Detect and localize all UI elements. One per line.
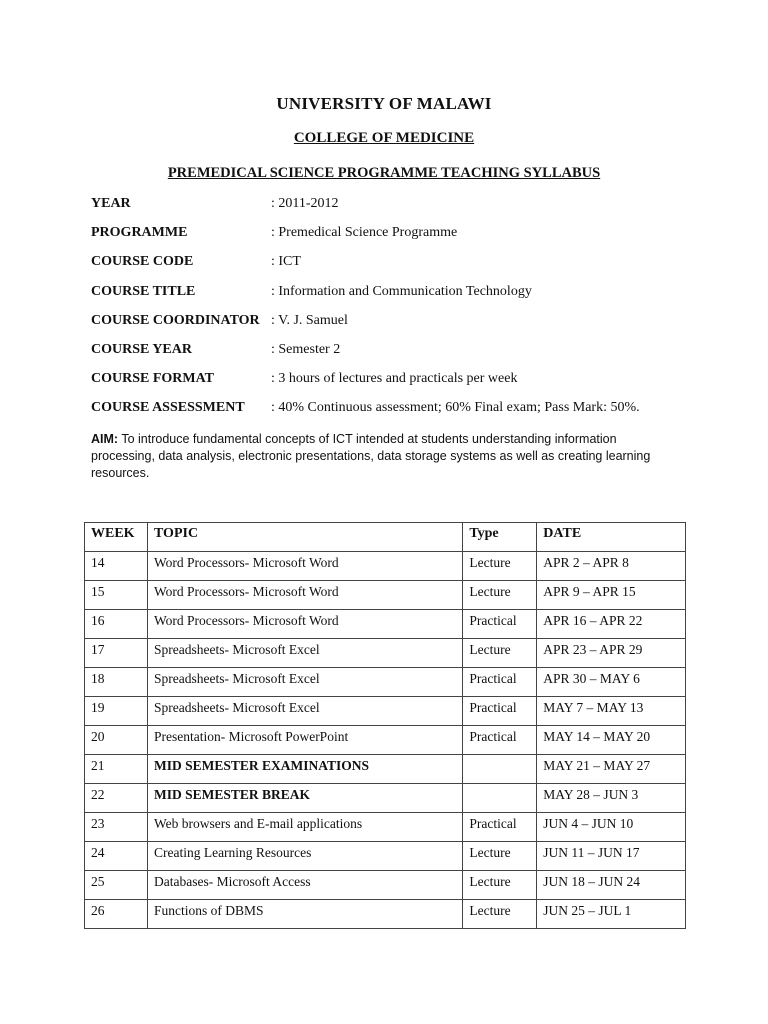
cell-type (463, 755, 537, 784)
cell-week: 17 (85, 639, 148, 668)
info-label: COURSE FORMAT (91, 371, 215, 387)
info-value: : 3 hours of lectures and practicals per week (271, 371, 518, 387)
cell-type: Lecture (463, 871, 537, 900)
cell-week: 14 (85, 552, 148, 581)
aim-paragraph (91, 431, 671, 482)
cell-topic: MID SEMESTER EXAMINATIONS (147, 755, 462, 784)
aim-text: To introduce fundamental concepts of ICT intended at students understanding information processing, data analysis, electronic presentations, data storage systems as well as creating learning resources. (91, 432, 651, 480)
cell-type: Lecture (463, 581, 537, 610)
table-row (85, 755, 686, 784)
table-row (85, 697, 686, 726)
cell-date: APR 2 – APR 8 (537, 552, 686, 581)
header-topic: TOPIC (147, 523, 462, 552)
cell-type: Practical (463, 668, 537, 697)
cell-date: APR 16 – APR 22 (537, 610, 686, 639)
cell-week: 25 (85, 871, 148, 900)
table-row (85, 813, 686, 842)
table-row (85, 842, 686, 871)
cell-date: APR 30 – MAY 6 (537, 668, 686, 697)
cell-type: Practical (463, 697, 537, 726)
table-row (85, 610, 686, 639)
cell-date: APR 9 – APR 15 (537, 581, 686, 610)
info-value: : 40% Continuous assessment; 60% Final exam; Pass Mark: 50%. (271, 400, 640, 416)
cell-date: JUN 18 – JUN 24 (537, 871, 686, 900)
schedule-table (84, 522, 686, 929)
cell-type: Lecture (463, 842, 537, 871)
cell-topic: Word Processors- Microsoft Word (147, 552, 462, 581)
cell-date: MAY 21 – MAY 27 (537, 755, 686, 784)
cell-date: APR 23 – APR 29 (537, 639, 686, 668)
cell-date: JUN 4 – JUN 10 (537, 813, 686, 842)
table-row (85, 726, 686, 755)
info-label: COURSE YEAR (91, 341, 192, 357)
table-row (85, 900, 686, 929)
table-header-row (85, 523, 686, 552)
cell-week: 23 (85, 813, 148, 842)
cell-type: Lecture (463, 552, 537, 581)
info-label: PROGRAMME (91, 225, 188, 241)
cell-topic: Presentation- Microsoft PowerPoint (147, 726, 462, 755)
header-type: Type (463, 523, 537, 552)
cell-type: Lecture (463, 900, 537, 929)
cell-week: 24 (85, 842, 148, 871)
info-label: YEAR (91, 196, 131, 211)
cell-week: 19 (85, 697, 148, 726)
cell-topic: Spreadsheets- Microsoft Excel (147, 639, 462, 668)
cell-topic: MID SEMESTER BREAK (147, 784, 462, 813)
cell-topic: Word Processors- Microsoft Word (147, 581, 462, 610)
cell-date: JUN 11 – JUN 17 (537, 842, 686, 871)
info-label: COURSE ASSESSMENT (91, 400, 245, 416)
table-row (85, 784, 686, 813)
info-label: COURSE COORDINATOR (91, 312, 260, 328)
cell-topic: Web browsers and E-mail applications (147, 813, 462, 842)
university-title: UNIVERSITY OF MALAWI (276, 94, 492, 113)
cell-topic: Functions of DBMS (147, 900, 462, 929)
aim-label: AIM: (91, 432, 119, 446)
cell-topic: Spreadsheets- Microsoft Excel (147, 668, 462, 697)
info-value: : Premedical Science Programme (271, 225, 458, 241)
cell-type: Lecture (463, 639, 537, 668)
table-row (85, 668, 686, 697)
cell-date: MAY 14 – MAY 20 (537, 726, 686, 755)
info-label: COURSE CODE (91, 254, 194, 270)
cell-type: Practical (463, 726, 537, 755)
info-value: : Information and Communication Technology (271, 283, 532, 299)
cell-date: MAY 28 – JUN 3 (537, 784, 686, 813)
syllabus-title: PREMEDICAL SCIENCE PROGRAMME TEACHING SYLLABUS (167, 165, 601, 181)
info-value: : Semester 2 (271, 341, 341, 357)
cell-week: 20 (85, 726, 148, 755)
info-value: : V. J. Samuel (271, 312, 348, 328)
cell-week: 15 (85, 581, 148, 610)
cell-week: 18 (85, 668, 148, 697)
cell-topic: Spreadsheets- Microsoft Excel (147, 697, 462, 726)
table-row (85, 639, 686, 668)
cell-type (463, 784, 537, 813)
table-row (85, 552, 686, 581)
cell-week: 16 (85, 610, 148, 639)
table-row (85, 581, 686, 610)
cell-date: JUN 25 – JUL 1 (537, 900, 686, 929)
header-date: DATE (537, 523, 686, 552)
cell-topic: Word Processors- Microsoft Word (147, 610, 462, 639)
cell-topic: Databases- Microsoft Access (147, 871, 462, 900)
cell-type: Practical (463, 813, 537, 842)
header-week: WEEK (85, 523, 148, 552)
cell-topic: Creating Learning Resources (147, 842, 462, 871)
cell-type: Practical (463, 610, 537, 639)
info-value: : 2011-2012 (271, 196, 339, 211)
college-title: COLLEGE OF MEDICINE (293, 130, 475, 146)
cell-week: 26 (85, 900, 148, 929)
cell-week: 22 (85, 784, 148, 813)
cell-week: 21 (85, 755, 148, 784)
info-value: : ICT (271, 254, 301, 270)
info-label: COURSE TITLE (91, 283, 196, 299)
cell-date: MAY 7 – MAY 13 (537, 697, 686, 726)
table-row (85, 871, 686, 900)
